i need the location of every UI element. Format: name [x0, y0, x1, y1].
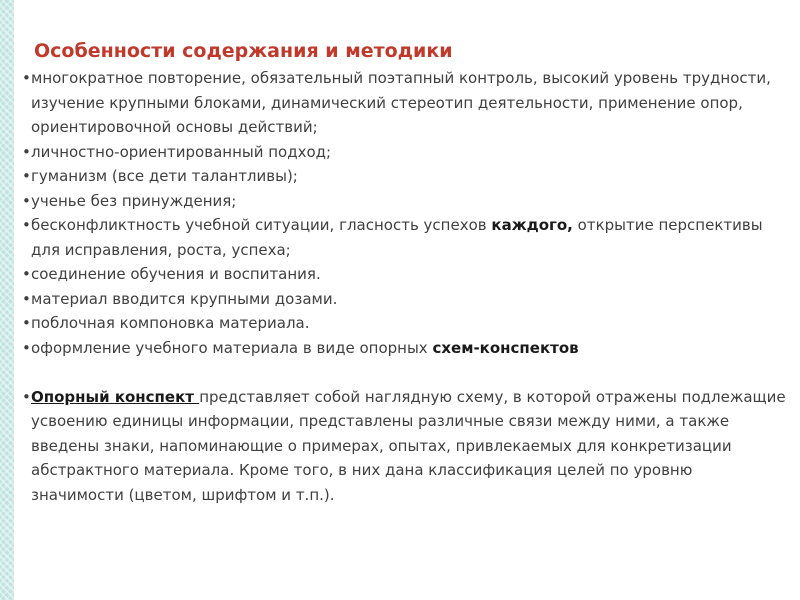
list-item-text: личностно-ориентированный подход;	[31, 142, 332, 161]
list-item	[22, 66, 787, 140]
list-item	[22, 140, 787, 165]
list-item-text: ученье без принуждения;	[31, 191, 237, 210]
bullet-icon: •	[22, 69, 31, 87]
bullet-icon: •	[22, 191, 31, 210]
feature-list	[22, 66, 787, 507]
bullet-icon: •	[22, 289, 31, 308]
bullet-icon: •	[22, 265, 31, 283]
list-item	[22, 336, 787, 361]
list-item-text: соединение обучения и воспитания.	[31, 265, 321, 283]
list-item	[22, 189, 787, 214]
list-item-text: поблочная компоновка материала.	[31, 314, 310, 332]
list-spacer	[22, 360, 787, 385]
list-item	[22, 262, 787, 287]
bullet-icon: •	[22, 216, 31, 234]
list-item	[22, 385, 787, 508]
bullet-icon: •	[22, 387, 31, 406]
list-item-text: гуманизм (все дети талантливы);	[31, 167, 298, 185]
list-item-text: открытие перспективы для исправления, роста, успеха;	[31, 216, 763, 259]
decorative-side-band	[0, 0, 14, 600]
bullet-icon: •	[22, 314, 31, 332]
list-item	[22, 213, 787, 262]
bullet-icon: •	[22, 338, 31, 357]
list-item-text: материал вводится крупными дозами.	[31, 289, 338, 308]
list-item	[22, 164, 787, 189]
list-item-text: оформление учебного материала в виде опорных	[31, 338, 433, 357]
bullet-icon: •	[22, 142, 31, 161]
list-item-text: бесконфликтность учебной ситуации, гласность успехов	[31, 216, 492, 234]
highlight-text: схем-конспектов	[432, 338, 579, 357]
list-item	[22, 287, 787, 312]
highlight-text: каждого,	[491, 216, 573, 234]
slide-title: Особенности содержания и методики	[34, 40, 453, 62]
list-item	[22, 311, 787, 336]
slide-content	[22, 36, 787, 507]
definition-text: представляет собой наглядную схему, в которой отражены подлежащие усвоению единицы информации, представлены различные связи между ними, а также введены знаки, напоминающие о примерах, опытах, привлекаемых для конкретизации абстрактного материала. Кроме того, в них дана классификация целей по уровню значимости (цветом, шрифтом и т.п.).	[31, 387, 786, 504]
bullet-icon: •	[22, 167, 31, 185]
list-item-text: многократное повторение, обязательный поэтапный контроль, высокий уровень трудности, изучение крупными блоками, динамический стереотип деятельности, применение опор, ориентировочной основы действий;	[31, 69, 771, 136]
definition-term: Опорный конспект	[31, 387, 200, 406]
